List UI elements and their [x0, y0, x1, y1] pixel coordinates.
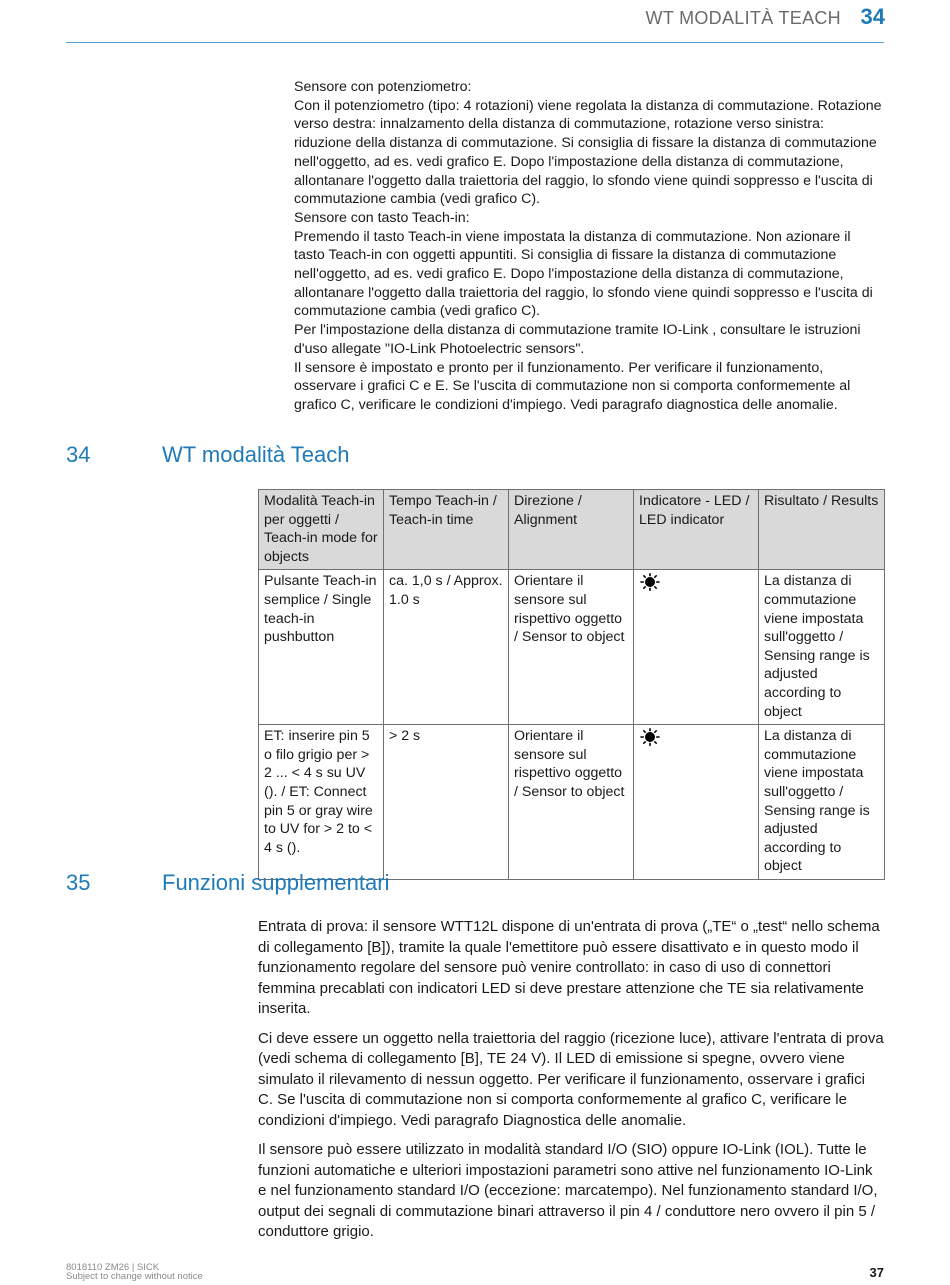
paragraph: Il sensore può essere utilizzato in modalità standard I/O (SIO) oppure IO-Link (IOL). Tutte le funzioni automatiche e ulteriori impostazioni parametri sono attive nel funzionamento IO-Link e nel funzionamento standard I/O (eccezione: marcatempo). Nel funzionamento standard I/O, output dei segnali di commutazione binari attraverso il pin 4 / conduttore nero ovvero il pin 5 / conduttore grigio.	[258, 1141, 878, 1240]
section-number-35: 35	[66, 870, 91, 895]
page-number: 37	[869, 1265, 884, 1280]
paragraph: Il sensore è impostato e pronto per il funzionamento. Per verificare il funzionamento, osservare i grafici C e E. Se l'uscita di commutazione non si comporta conformemente al grafico C, verificare le condizioni d'impiego. Vedi paragrafo diagnostica delle anomalie.	[294, 359, 851, 413]
table-cell-mode: Pulsante Teach-in semplice / Single teach-in pushbutton	[259, 570, 384, 725]
table-cell-time: > 2 s	[384, 725, 509, 880]
column-header: Indicatore - LED / LED indicator	[634, 490, 759, 570]
led-flashing-icon	[639, 573, 661, 591]
table-cell-time: ca. 1,0 s / Approx. 1.0 s	[384, 570, 509, 725]
paragraph: Per l'impostazione della distanza di commutazione tramite IO-Link , consultare le istruzioni d'uso allegate "IO-Link Photoelectric sensors".	[294, 322, 861, 357]
section-title-35: Funzioni supplementari	[162, 870, 390, 895]
table-row	[259, 725, 885, 880]
footer-notice: Subject to change without notice	[66, 1271, 203, 1282]
section-number-34: 34	[66, 442, 91, 467]
footer-doc-code: 8018110 ZM26 | SICK	[66, 1262, 160, 1273]
column-header: Modalità Teach-in per oggetti / Teach-in mode for objects	[259, 490, 384, 570]
table-cell-direction: Orientare il sensore sul rispettivo oggetto / Sensor to object	[509, 725, 634, 880]
header-chapter-number: 34	[860, 4, 885, 29]
paragraph: Con il potenziometro (tipo: 4 rotazioni) viene regolata la distanza di commutazione. Rotazione verso destra: innalzamento della distanza di commutazione, rotazione verso sinistra: riduzione della distanza di commutazione. Si consiglia di fissare la distanza di commutazione nell'oggetto, ad es. vedi grafico E. Dopo l'impostazione della distanza di commutazione, allontanare l'oggetto dalla traiettoria del raggio, lo sfondo viene quindi soppresso e l'uscita di commutazione cambia (vedi grafico C).	[294, 97, 882, 208]
table-cell-mode: ET: inserire pin 5 o filo grigio per > 2 ... < 4 s su UV (). / ET: Connect pin 5 or gray wire to UV for > 2 to < 4 s ().	[259, 725, 384, 880]
paragraph: Sensore con potenziometro:	[294, 79, 472, 95]
section-title-34: WT modalità Teach	[162, 442, 350, 467]
intro-text	[294, 78, 884, 415]
paragraph: Premendo il tasto Teach-in viene impostata la distanza di commutazione. Non azionare il tasto Teach-in con oggetti appuntiti. Si consiglia di fissare la distanza di commutazione nell'oggetto, ad es. vedi grafico E. Dopo l'impostazione della distanza di commutazione, allontanare l'oggetto dalla traiettoria del raggio, lo sfondo viene quindi soppresso e l'uscita di commutazione cambia (vedi grafico C).	[294, 228, 873, 320]
column-header: Tempo Teach-in / Teach-in time	[384, 490, 509, 570]
table-cell-led	[634, 570, 759, 725]
table-header-row	[259, 490, 885, 570]
table-cell-result: La distanza di commutazione viene impostata sull'oggetto / Sensing range is adjusted according to object	[759, 570, 885, 725]
table-cell-direction: Orientare il sensore sul rispettivo oggetto / Sensor to object	[509, 570, 634, 725]
led-flashing-icon	[639, 728, 661, 746]
column-header: Direzione / Alignment	[509, 490, 634, 570]
table-cell-led	[634, 725, 759, 880]
teach-in-table	[258, 489, 885, 880]
table-cell-result: La distanza di commutazione viene impostata sull'oggetto / Sensing range is adjusted according to object	[759, 725, 885, 880]
footer-document-info	[66, 1263, 203, 1281]
header-divider	[66, 42, 884, 43]
table-row	[259, 570, 885, 725]
column-header: Risultato / Results	[759, 490, 885, 570]
paragraph: Entrata di prova: il sensore WTT12L dispone di un'entrata di prova („TE“ o „test“ nello schema di collegamento [B]), tramite la quale l'emettitore può essere disattivato e in questo modo il funzionamento regolare del sensore può venire controllato: in caso di uso di connettori femmina precablati con indicatori LED si deve prestare attenzione che TE sia relativamente inserita.	[258, 918, 880, 1017]
header-title: WT MODALITÀ TEACH	[645, 8, 841, 28]
paragraph: Sensore con tasto Teach-in:	[294, 209, 470, 226]
body-text	[258, 917, 884, 1252]
paragraph: Ci deve essere un oggetto nella traiettoria del raggio (ricezione luce), attivare l'entrata di prova (vedi schema di collegamento [B], TE 24 V). Il LED di emissione si spegne, ovvero viene simulato il rilevamento di nessun oggetto. Per verificare il funzionamento, osservare i grafici C. Se l'uscita di commutazione non si comporta conformemente al grafico C, verificare le condizioni d'impiego. Vedi paragrafo Diagnostica delle anomalie.	[258, 1029, 884, 1129]
